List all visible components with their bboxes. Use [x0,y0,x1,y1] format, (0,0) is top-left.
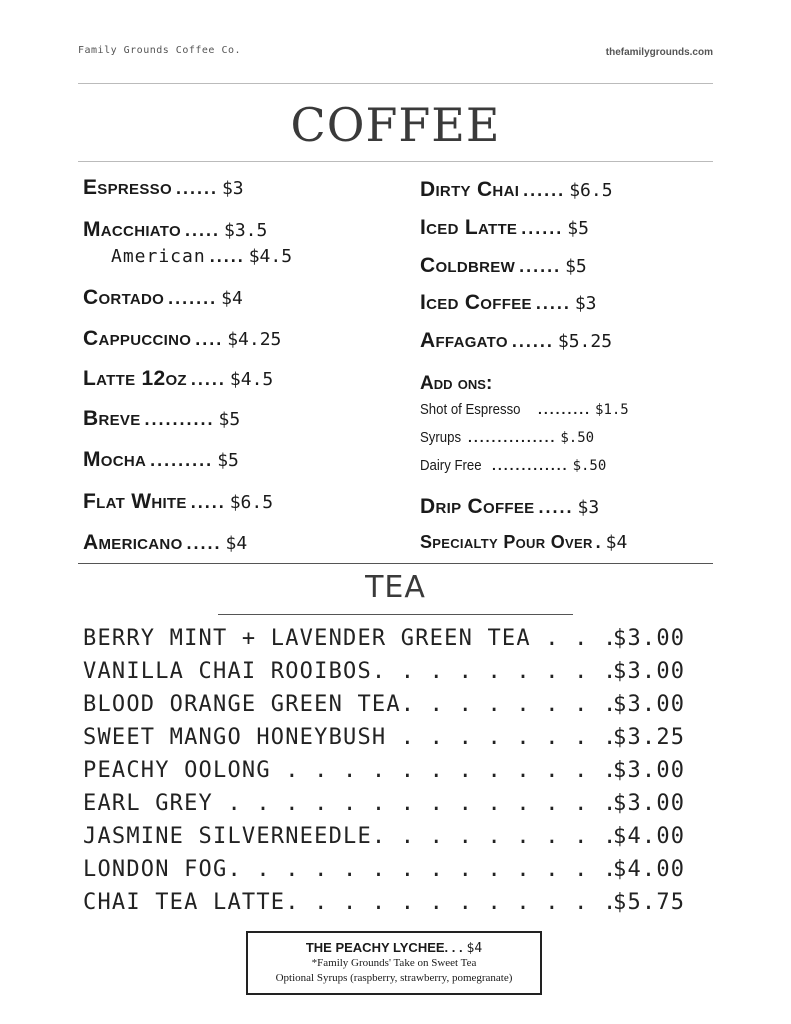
tea-price: $3.00 [613,626,686,651]
item-price: $4.25 [227,329,282,350]
item-name: American [111,246,206,267]
item-name: Breve [83,407,141,430]
leader-dots: ...... [519,256,562,276]
item-price: $5 [218,409,241,430]
leader-dots: ......... [150,450,214,470]
tea-name: BERRY MINT + LAVENDER GREEN TEA . . . [83,626,618,651]
menu-item-coldbrew [420,254,587,278]
leader-dots: .......... [144,409,215,429]
addon-price: $.50 [572,458,607,474]
item-name: Iced Coffee [420,291,532,314]
item-price: $4.5 [229,369,274,390]
leader-dots: ..... [538,497,574,517]
menu-item-americano [83,531,247,555]
leader-dots: ...... [521,218,564,238]
tea-name: CHAI TEA LATTE. . . . . . . . . . . . [83,890,618,915]
item-price: $3.5 [224,220,268,241]
item-price: $6.5 [569,180,613,201]
tea-price: $3.25 [613,725,686,750]
menu-item-iced-latte [420,216,589,240]
menu-item-flat-white [83,490,273,514]
leader-dots: . [595,532,603,552]
item-name: Specialty Pour Over [420,532,593,552]
tea-item [83,692,688,717]
item-name: Mocha [83,448,147,471]
coffee-tea-divider [78,563,713,564]
tea-name: PEACHY OOLONG . . . . . . . . . . . . [83,758,618,783]
item-name: Macchiato [83,218,181,241]
tea-name: VANILLA CHAI ROOIBOS. . . . . . . . . [83,659,618,684]
tea-item [83,659,688,684]
addon-syrups [420,429,594,446]
tea-title-underline [218,614,573,615]
item-price: $5 [217,450,239,471]
special-drink-box [246,931,542,995]
menu-item-mocha [83,448,239,472]
item-name: Coldbrew [420,254,516,277]
tea-name: LONDON FOG. . . . . . . . . . . . . . [83,857,618,882]
special-syrups: Optional Syrups (raspberry, strawberry, pomegranate) [275,972,513,984]
tea-price: $3.00 [613,692,686,717]
tea-item [83,857,688,882]
leader-dots: ..... [190,492,226,512]
item-name: Iced Latte [420,216,518,239]
item-price: $3 [577,497,600,518]
leader-dots: ..... [184,220,220,240]
menu-item-dirty-chai [420,178,613,202]
coffee-section-title: COFFEE [290,98,501,152]
item-name: Latte 12oz [83,367,187,390]
tea-item [83,890,688,915]
item-name: Espresso [83,176,172,199]
addons-heading: Add ons: [420,373,493,394]
item-price: $5 [565,256,587,277]
leader-dots: ..... [209,246,245,266]
leader-dots: .... [195,329,224,349]
special-note: *Family Grounds' Take on Sweet Tea [311,957,477,969]
addon-dairy-free [420,457,606,474]
leader-dots: ............... [468,429,557,445]
special-title-line [248,939,540,956]
item-price: $4 [225,533,248,554]
website-link[interactable]: thefamilygrounds.com [605,47,713,58]
item-price: $3 [221,178,244,199]
menu-item-drip-coffee [420,495,599,519]
menu-item-breve [83,407,240,431]
item-name: Cortado [83,286,165,309]
menu-item-latte [83,367,273,391]
tea-price: $3.00 [613,791,686,816]
item-name: Americano [83,531,183,554]
tea-name: SWEET MANGO HONEYBUSH . . . . . . . . [83,725,618,750]
leader-dots: ..... [535,293,571,313]
addon-name: Dairy Free [420,457,482,474]
tea-section-title: TEA [365,570,426,605]
tea-price: $3.00 [613,758,686,783]
leader-dots: ....... [168,288,218,308]
menu-item-cortado [83,286,243,310]
item-price: $6.5 [229,492,274,513]
leader-dots: ..... [190,369,226,389]
menu-item-macchiato [83,218,267,242]
menu-item-espresso [83,176,244,200]
addon-shot-of-espresso [420,401,629,418]
item-name: Flat White [83,490,187,513]
tea-item [83,824,688,849]
tea-item [83,758,688,783]
leader-dots: ...... [511,331,554,351]
tea-name: BLOOD ORANGE GREEN TEA. . . . . . . . [83,692,618,717]
leader-dots: ............. [492,457,569,473]
tea-price: $5.75 [613,890,686,915]
tea-item [83,791,688,816]
addon-price: $1.5 [595,402,629,418]
leader-dots: ...... [523,180,566,200]
menu-item-specialty-pour-over [420,532,627,553]
tea-price: $3.00 [613,659,686,684]
leader-dots: ..... [186,533,222,553]
item-price: $5.25 [557,331,613,352]
addon-price: $.50 [560,430,595,446]
item-price: $4 [221,288,243,309]
special-name: THE PEACHY LYCHEE. . . [305,940,463,955]
coffee-title-divider [78,161,713,162]
menu-item-iced-coffee [420,291,597,315]
item-price: $3 [574,293,597,314]
item-price: $5 [567,218,589,239]
tea-item [83,626,688,651]
item-name: Cappuccino [83,327,192,350]
brand-name: Family Grounds Coffee Co. [78,45,242,56]
menu-item-american [111,246,292,267]
item-price: $4 [605,532,628,553]
tea-price: $4.00 [613,857,686,882]
item-name: Drip Coffee [420,495,535,518]
tea-price: $4.00 [613,824,686,849]
menu-item-affagato [420,329,612,353]
header-divider [78,83,713,84]
addon-name: Shot of Espresso [420,401,521,418]
tea-item [83,725,688,750]
item-name: Affagato [420,329,508,352]
tea-name: JASMINE SILVERNEEDLE. . . . . . . . . [83,824,618,849]
item-name: Dirty Chai [420,178,520,201]
menu-item-cappuccino [83,327,281,351]
leader-dots: ...... [175,178,218,198]
item-price: $4.5 [248,246,293,267]
tea-name: EARL GREY . . . . . . . . . . . . . . [83,791,618,816]
special-price: $4 [466,941,483,956]
addon-name: Syrups [420,429,462,446]
leader-dots: ......... [538,401,592,417]
